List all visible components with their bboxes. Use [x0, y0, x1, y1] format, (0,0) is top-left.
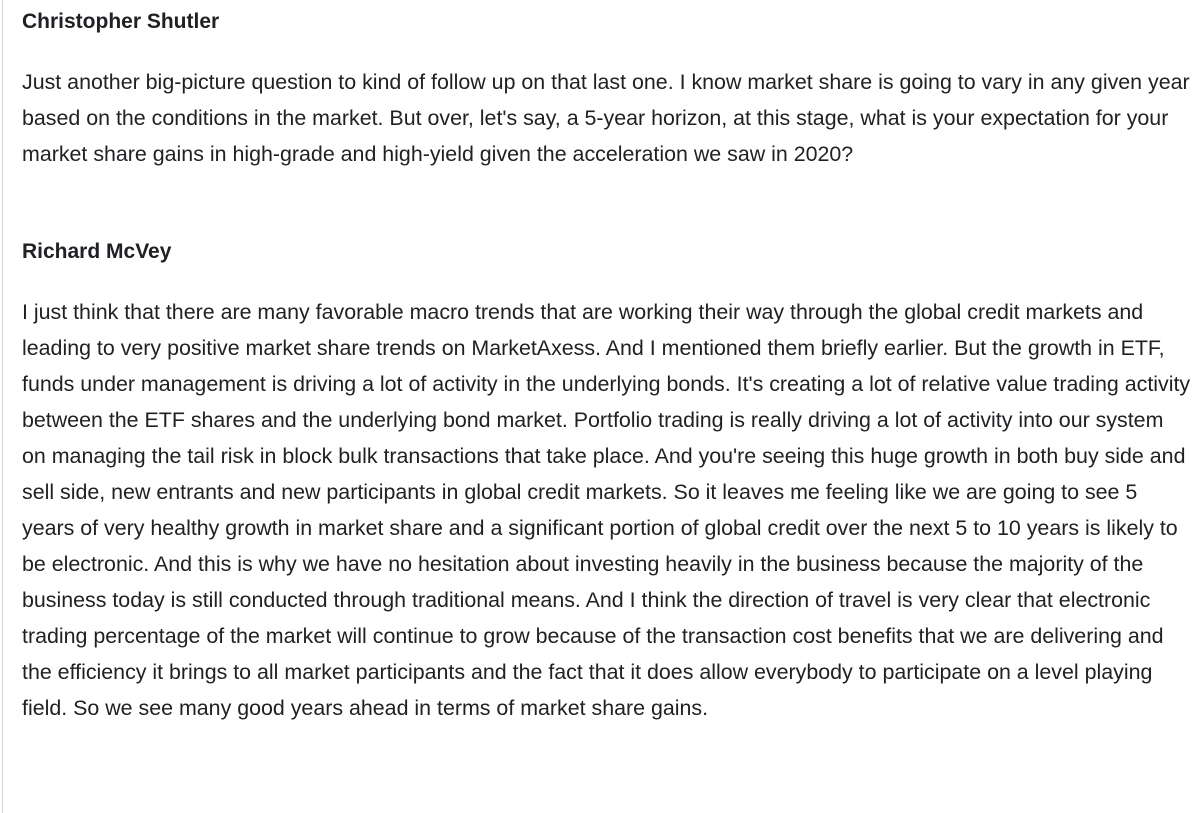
- speech-paragraph: Just another big-picture question to kind of follow up on that last one. I know market share is going to vary in any given year based on the conditions in the market. But over, let's say, a 5-year horizon, at this stage, what is your expectation for your market share gains in high-grade and high-yield given the acceleration we saw in 2020?: [22, 70, 1190, 166]
- speech-paragraph: I just think that there are many favorable macro trends that are working their way through the global credit markets and leading to very positive market share trends on MarketAxess. And I mentioned them briefly earlier. But the growth in ETF, funds under management is driving a lot of activity in the underlying bonds. It's creating a lot of relative value trading activity between the ETF shares and the underlying bond market. Portfolio trading is really driving a lot of activity into our system on managing the tail risk in block bulk transactions that take place. And you're seeing this huge growth in both buy side and sell side, new entrants and new participants in global credit markets. So it leaves me feeling like we are going to see 5 years of very healthy growth in market share and a significant portion of global credit over the next 5 to 10 years is likely to be electronic. And this is why we have no hesitation about investing heavily in the business because the majority of the business today is still conducted through traditional means. And I think the direction of travel is very clear that electronic trading percentage of the market will continue to grow because of the transaction cost benefits that we are delivering and the efficiency it brings to all market participants and the fact that it does allow everybody to participate on a level playing field. So we see many good years ahead in terms of market share gains.: [22, 300, 1191, 720]
- left-border-rule: [2, 0, 3, 813]
- speaker-name: Christopher Shutler: [22, 10, 220, 33]
- speaker-name: Richard McVey: [22, 240, 172, 263]
